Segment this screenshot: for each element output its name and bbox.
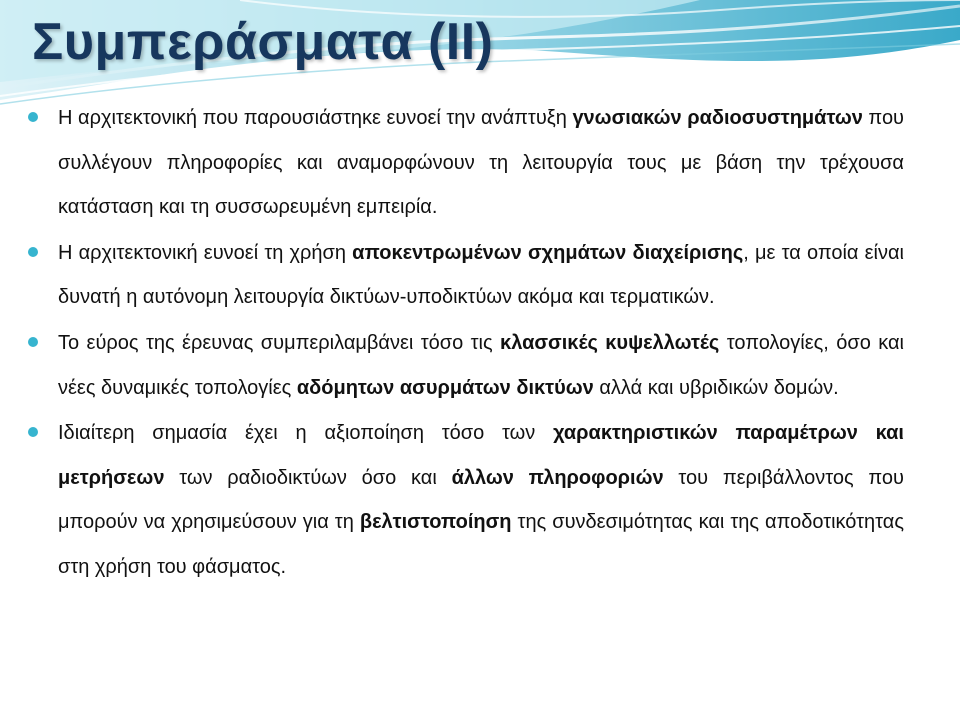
bullet-item-1: Η αρχιτεκτονική που παρουσιάστηκε ευνοεί την ανάπτυξη γνωσιακών ραδιοσυστημάτων που συλλέγουν πληροφορίες και αναμορφώνουν τη λειτουργία τους με βάση την τρέχουσα κατάσταση και τη συσσωρευμένη εμπειρία.: [28, 96, 904, 230]
bullet-dot-icon: [28, 112, 38, 122]
bullet-dot-icon: [28, 427, 38, 437]
bullet-dot-icon: [28, 337, 38, 347]
bullet-item-4: Ιδιαίτερη σημασία έχει η αξιοποίηση τόσο των χαρακτηριστικών παραμέτρων και μετρήσεων των ραδιοδικτύων όσο και άλλων πληροφοριών του περιβάλλοντος που μπορούν να χρησιμεύσουν για τη βελτιστοποίηση της συνδεσιμότητας και της αποδοτικότητας στη χρήση του φάσματος.: [28, 411, 904, 589]
bullet-item-2: Η αρχιτεκτονική ευνοεί τη χρήση αποκεντρωμένων σχημάτων διαχείρισης, με τα οποία είναι δυνατή η αυτόνομη λειτουργία δικτύων-υποδικτύων ακόμα και τερματικών.: [28, 231, 904, 320]
bullet-list: [28, 96, 904, 591]
slide-title: Συμπεράσματα (ΙΙ): [32, 13, 494, 71]
bullet-dot-icon: [28, 247, 38, 257]
bullet-item-3: Το εύρος της έρευνας συμπεριλαμβάνει τόσο τις κλασσικές κυψελλωτές τοπολογίες, όσο και νέες δυναμικές τοπολογίες αδόμητων ασυρμάτων δικτύων αλλά και υβριδικών δομών.: [28, 321, 904, 410]
